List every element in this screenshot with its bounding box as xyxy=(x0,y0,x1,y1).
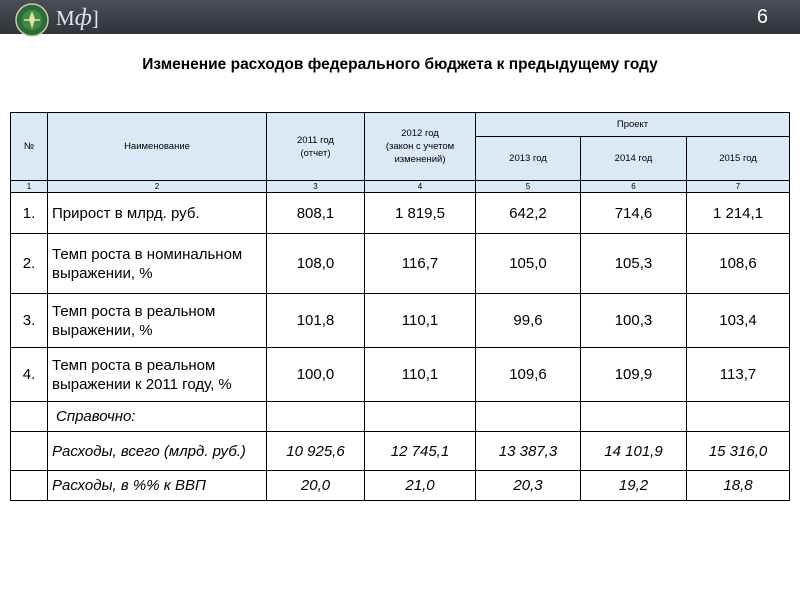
brand-logo: Мф] xyxy=(56,5,99,31)
value-cell: 108,0 xyxy=(267,234,365,294)
value-cell: 1 819,5 xyxy=(365,193,476,234)
header-project: Проект xyxy=(476,113,790,137)
header-2012: 2012 год (закон с учетом изменений) xyxy=(365,113,476,181)
table-row xyxy=(11,234,790,294)
value-cell: 808,1 xyxy=(267,193,365,234)
index-cell: 4 xyxy=(365,181,476,193)
row-name: Прирост в млрд. руб. xyxy=(48,193,267,234)
value-cell: 642,2 xyxy=(476,193,581,234)
value-cell: 116,7 xyxy=(365,234,476,294)
value-cell: 18,8 xyxy=(687,471,790,501)
value-cell: 105,3 xyxy=(581,234,687,294)
value-cell: 21,0 xyxy=(365,471,476,501)
empty-cell xyxy=(581,402,687,432)
value-cell: 113,7 xyxy=(687,348,790,402)
value-cell: 103,4 xyxy=(687,294,790,348)
empty-cell xyxy=(687,402,790,432)
header-2013: 2013 год xyxy=(476,137,581,181)
row-name: Расходы, всего (млрд. руб.) xyxy=(48,432,267,471)
page-title: Изменение расходов федерального бюджета к предыдущему году xyxy=(142,56,658,73)
value-cell: 101,8 xyxy=(267,294,365,348)
index-cell: 5 xyxy=(476,181,581,193)
value-cell: 12 745,1 xyxy=(365,432,476,471)
reference-label: Справочно: xyxy=(48,402,267,432)
table-row xyxy=(11,348,790,402)
empty-cell xyxy=(267,402,365,432)
empty-cell xyxy=(11,471,48,501)
budget-table xyxy=(10,112,790,501)
value-cell: 15 316,0 xyxy=(687,432,790,471)
value-cell: 14 101,9 xyxy=(581,432,687,471)
top-bar xyxy=(0,0,800,34)
row-name: Темп роста в реальном выражении к 2011 году, % xyxy=(48,348,267,402)
row-name: Расходы, в %% к ВВП xyxy=(48,471,267,501)
value-cell: 10 925,6 xyxy=(267,432,365,471)
value-cell: 99,6 xyxy=(476,294,581,348)
empty-cell xyxy=(476,402,581,432)
row-number: 3. xyxy=(11,294,48,348)
value-cell: 20,3 xyxy=(476,471,581,501)
table-row xyxy=(11,294,790,348)
index-cell: 1 xyxy=(11,181,48,193)
index-cell: 6 xyxy=(581,181,687,193)
value-cell: 714,6 xyxy=(581,193,687,234)
value-cell: 110,1 xyxy=(365,294,476,348)
row-number: 1. xyxy=(11,193,48,234)
value-cell: 110,1 xyxy=(365,348,476,402)
reference-row xyxy=(11,402,790,432)
row-number: 2. xyxy=(11,234,48,294)
value-cell: 1 214,1 xyxy=(687,193,790,234)
header-2014: 2014 год xyxy=(581,137,687,181)
slide-number: 6 xyxy=(756,6,768,28)
header-no: № xyxy=(11,113,48,181)
value-cell: 13 387,3 xyxy=(476,432,581,471)
value-cell: 20,0 xyxy=(267,471,365,501)
empty-cell xyxy=(11,402,48,432)
empty-cell xyxy=(11,432,48,471)
value-cell: 19,2 xyxy=(581,471,687,501)
emblem-icon xyxy=(14,2,50,38)
table-row xyxy=(11,471,790,501)
empty-cell xyxy=(365,402,476,432)
value-cell: 109,6 xyxy=(476,348,581,402)
value-cell: 100,0 xyxy=(267,348,365,402)
value-cell: 100,3 xyxy=(581,294,687,348)
value-cell: 108,6 xyxy=(687,234,790,294)
index-cell: 3 xyxy=(267,181,365,193)
table-row xyxy=(11,432,790,471)
row-name: Темп роста в номинальном выражении, % xyxy=(48,234,267,294)
table-row xyxy=(11,193,790,234)
value-cell: 105,0 xyxy=(476,234,581,294)
row-name: Темп роста в реальном выражении, % xyxy=(48,294,267,348)
header-2011: 2011 год (отчет) xyxy=(267,113,365,181)
header-2015: 2015 год xyxy=(687,137,790,181)
index-cell: 2 xyxy=(48,181,267,193)
index-cell: 7 xyxy=(687,181,790,193)
value-cell: 109,9 xyxy=(581,348,687,402)
header-name: Наименование xyxy=(48,113,267,181)
row-number: 4. xyxy=(11,348,48,402)
